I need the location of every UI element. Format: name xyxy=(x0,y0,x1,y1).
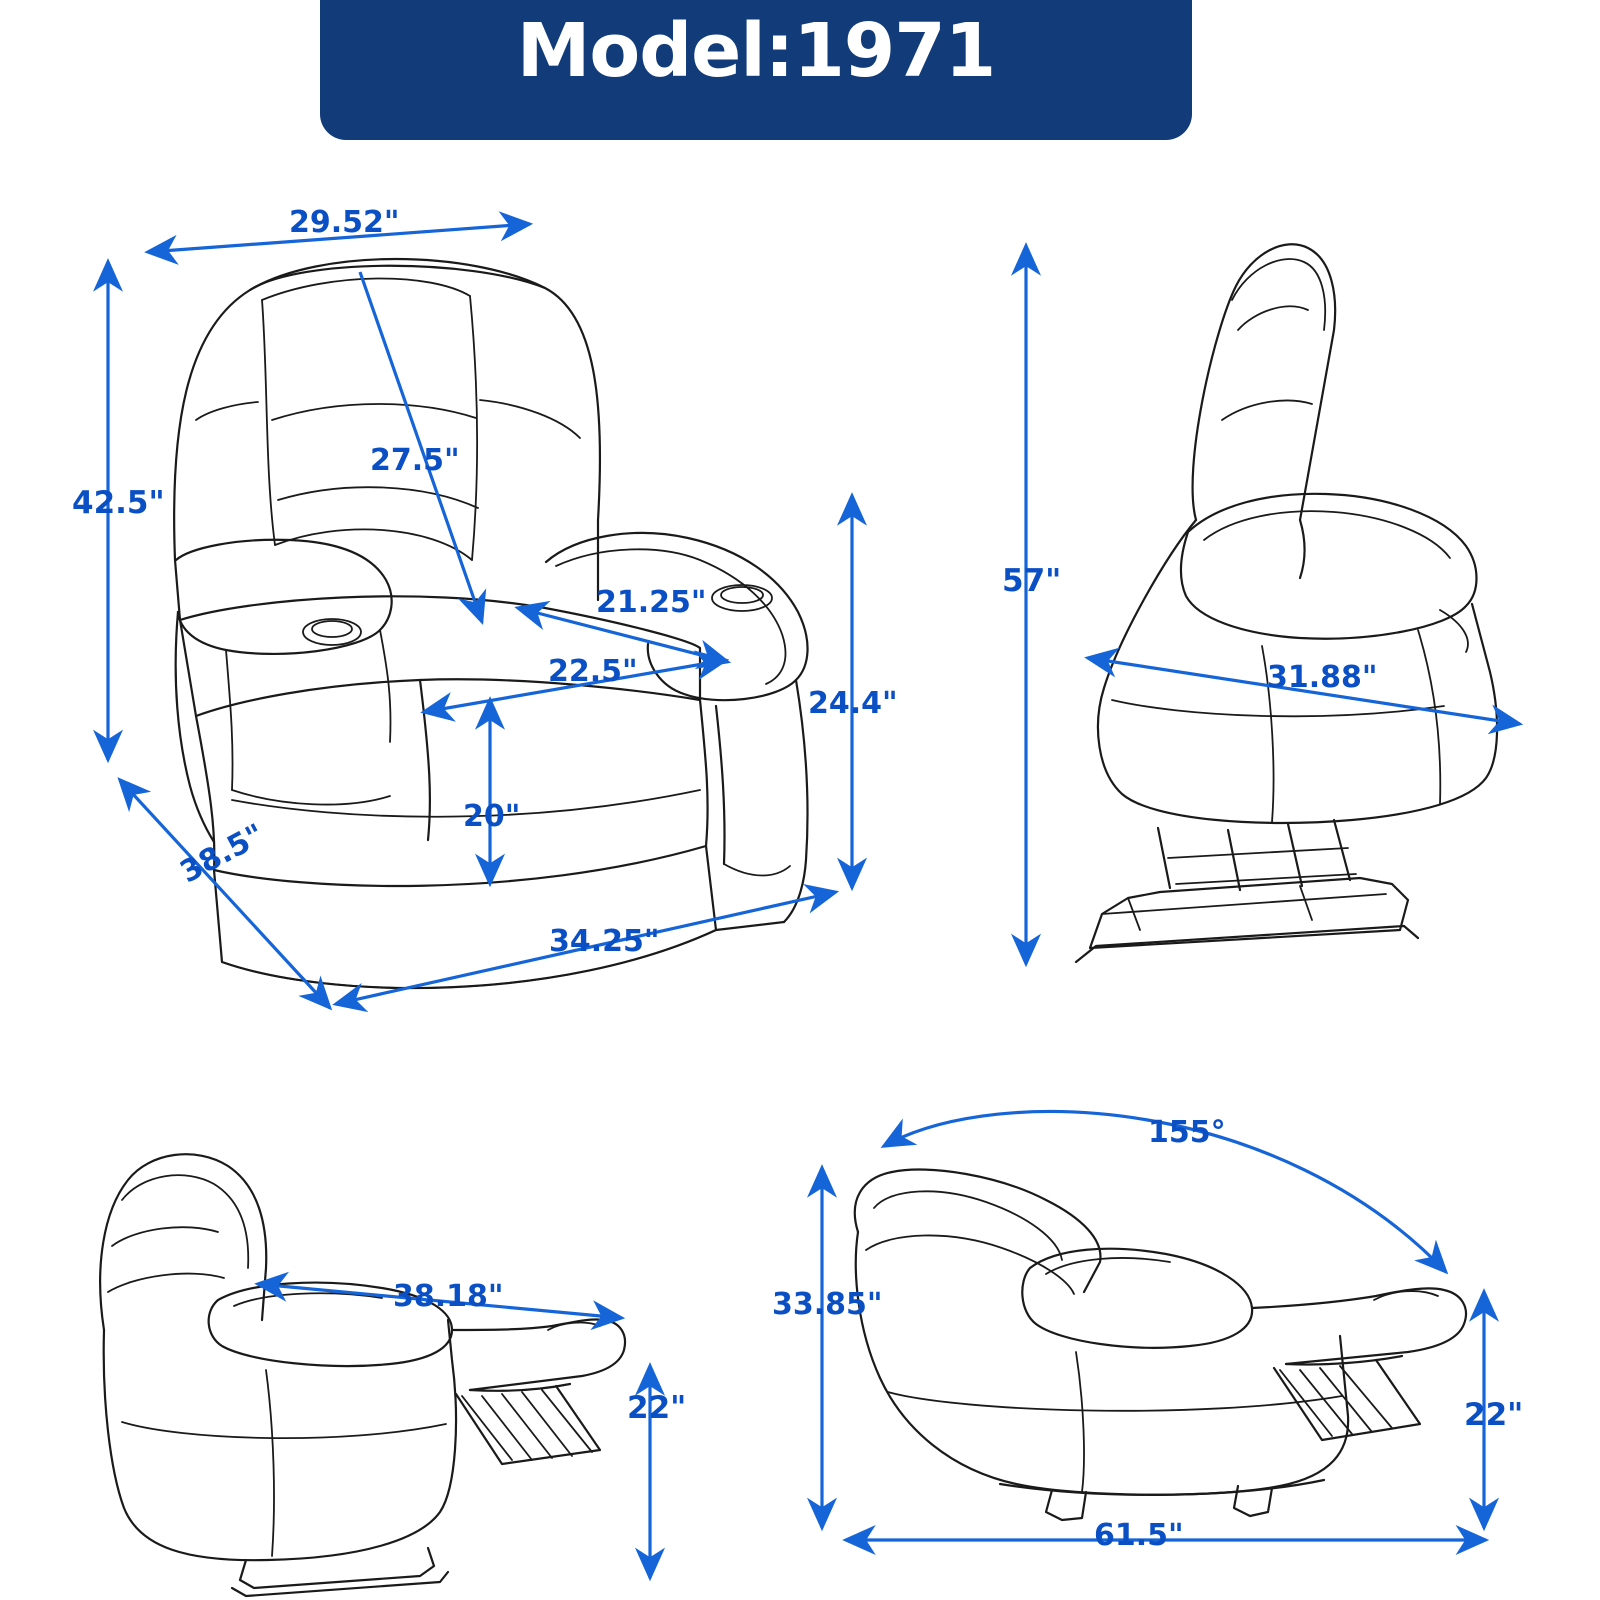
dim-label-overall-depth: 38.5" xyxy=(174,817,271,891)
dim-label-footrest-height-recline: 22" xyxy=(1464,1397,1524,1433)
dim-label-lift-depth: 31.88" xyxy=(1267,660,1378,695)
dim-label-backrest-height: 27.5" xyxy=(370,443,460,478)
dim-label-reclined-length: 61.5" xyxy=(1094,1518,1184,1553)
page-title: Model:1971 xyxy=(516,8,996,94)
dim-arrow-38-5 xyxy=(120,780,330,1008)
dim-label-seat-height: 20" xyxy=(463,799,521,834)
dim-label-reclined-height: 33.85" xyxy=(772,1287,883,1322)
dim-label-back-width: 29.52" xyxy=(289,205,400,240)
dim-label-overall-width: 34.25" xyxy=(549,924,660,959)
dim-label-recline-angle: 155° xyxy=(1148,1115,1226,1150)
dim-label-footrest-height-tv: 22" xyxy=(627,1390,687,1426)
dim-label-overall-height: 42.5" xyxy=(72,485,165,521)
dim-label-lift-height: 57" xyxy=(1002,563,1062,599)
dim-label-arm-height: 24.4" xyxy=(808,686,898,721)
dim-label-extended-depth: 38.18" xyxy=(393,1279,504,1314)
dim-label-seat-width: 22.5" xyxy=(548,654,638,689)
dim-label-seat-depth: 21.25" xyxy=(596,585,707,620)
